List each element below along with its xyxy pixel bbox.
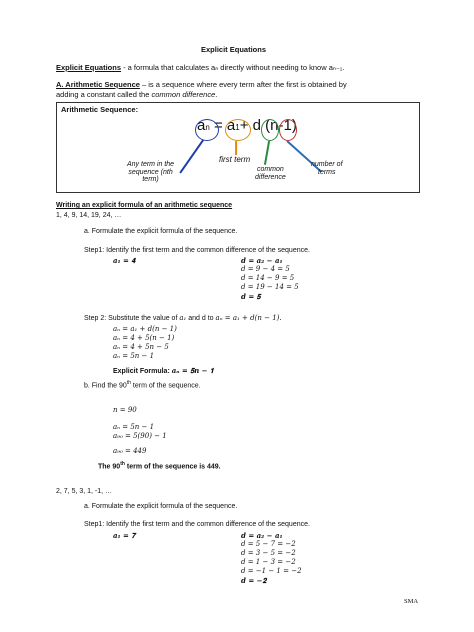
ex1-subst-1: 𝑎ₙ = 4 + 5(𝑛 − 1) xyxy=(113,334,175,342)
section-a-text2: adding a constant called the xyxy=(56,90,152,99)
common-difference-term: common difference xyxy=(151,90,216,99)
definition-term: Explicit Equations xyxy=(56,63,122,72)
ex2-step1: Step1: Identify the first term and the common difference of the sequence. xyxy=(84,521,310,528)
nth-term-label xyxy=(127,161,174,184)
number-of-terms-label xyxy=(311,161,343,176)
nth-label-line3: term) xyxy=(142,176,159,183)
ex2-d-line-2: 𝑑 = 3 − 5 = −2 xyxy=(241,549,296,557)
task-b-sup: th xyxy=(126,380,131,386)
nth-arrow xyxy=(179,139,204,173)
ex1-d-line-1: 𝑑 = 9 − 4 = 5 xyxy=(241,265,290,273)
diff-label-line1: common xyxy=(256,166,284,173)
writing-heading: Writing an explicit formula of an arithmetic sequence xyxy=(56,202,233,209)
formula-a1-subscript: 1 xyxy=(235,123,240,132)
formula-an: a xyxy=(197,117,206,134)
explicit-formula xyxy=(113,366,214,376)
sequence-2: 2, 7, 5, 3, 1, -1, … xyxy=(56,488,113,495)
ex1-step2 xyxy=(84,314,282,322)
step2-text-c: and d to xyxy=(186,315,216,322)
first-term-highlight xyxy=(225,119,251,141)
section-a-text1: – is a sequence where every term after the first is obtained by xyxy=(139,80,347,89)
formula-equals: = xyxy=(213,117,223,134)
formula-a1: a xyxy=(226,117,236,134)
difference-arrow xyxy=(264,141,270,165)
ex1-subst-0: 𝑎ₙ = 𝑎₁ + 𝑑(𝑛 − 1) xyxy=(113,325,177,333)
ex1-n-line: 𝑛 = 90 xyxy=(113,406,137,414)
ex2-d-line-3: 𝑑 = 1 − 3 = −2 xyxy=(241,558,296,566)
answer-post: term of the sequence is 449. xyxy=(124,463,221,471)
first-term-arrow xyxy=(235,141,237,155)
ex1-calc-1: 𝑎₉₀ = 5(90) − 1 xyxy=(113,432,167,440)
explicit-formula-value: 𝒂ₙ = 𝟓𝒏 − 𝟏 xyxy=(171,366,214,375)
formula-d: d xyxy=(252,117,261,134)
formula-n-minus-1: (n-1) xyxy=(265,117,297,134)
ex2-d-line-0: 𝒅 = 𝒂₂ − 𝒂₁ xyxy=(241,531,283,540)
ex2-d-line-1: 𝑑 = 5 − 7 = −2 xyxy=(241,540,296,548)
step2-text-a: Step 2: Substitute the value of xyxy=(84,315,180,322)
task-b-post: term of the sequence. xyxy=(130,382,201,390)
ex1-d-line-3: 𝑑 = 19 − 14 = 5 xyxy=(241,283,299,291)
num-label-line1: number of xyxy=(311,161,343,168)
diagram-heading: Arithmetic Sequence: xyxy=(61,105,139,114)
answer-pre: The 90 xyxy=(98,463,121,471)
ex1-calc-0: 𝑎ₙ = 5𝑛 − 1 xyxy=(113,423,155,431)
n-highlight xyxy=(279,119,297,141)
formula-plus: + xyxy=(239,117,249,134)
first-term-label: first term xyxy=(219,155,251,164)
section-a-period: . xyxy=(215,90,218,99)
footer-initials: SMA xyxy=(404,598,419,605)
nth-label-line2: sequence (nth xyxy=(128,168,173,176)
explicit-formula-label: Explicit Formula: xyxy=(113,368,172,375)
ex1-subst-2: 𝑎ₙ = 4 + 5𝑛 − 5 xyxy=(113,343,169,351)
page-title: Explicit Equations xyxy=(201,45,267,54)
task-b-pre: b. Find the 90 xyxy=(84,382,127,390)
ex1-task-a: a. Formulate the explicit formula of the sequence. xyxy=(84,228,238,235)
ex1-answer xyxy=(98,461,221,470)
diff-label-line2: difference xyxy=(255,173,286,181)
ex1-d-line-0: 𝒅 = 𝒂₂ − 𝒂₁ xyxy=(241,256,283,265)
section-a-line1 xyxy=(56,80,347,89)
difference-highlight xyxy=(261,119,279,141)
ex1-a1: 𝒂₁ = 𝟒 xyxy=(113,256,136,265)
definition xyxy=(56,63,344,72)
nth-term-highlight xyxy=(195,119,219,141)
step2-formula: 𝑎ₙ = 𝑎₁ + 𝑑(𝑛 − 1). xyxy=(215,314,282,322)
ex2-a1: 𝒂₁ = 𝟕 xyxy=(113,531,136,540)
section-a-label: A. Arithmetic Sequence xyxy=(56,80,140,89)
ex1-task-b xyxy=(84,380,201,389)
ex1-step1: Step1: Identify the first term and the common difference of the sequence. xyxy=(84,247,310,254)
ex1-calc-2: 𝑎₉₀ = 449 xyxy=(113,447,147,455)
ex2-d-line-4: 𝑑 = −1 − 1 = −2 xyxy=(241,567,302,575)
ex1-subst-3: 𝑎ₙ = 5𝑛 − 1 xyxy=(113,352,155,360)
definition-text: - a formula that calculates aₙ directly without needing to know aₙ₋₁. xyxy=(121,63,345,72)
ex2-d-line-5: 𝒅 = −𝟐 xyxy=(241,576,267,585)
common-difference-label xyxy=(255,166,286,181)
section-a-line2 xyxy=(56,90,217,99)
ex2-task-a: a. Formulate the explicit formula of the sequence. xyxy=(84,503,238,510)
arithmetic-sequence-diagram xyxy=(56,102,420,193)
answer-sup: th xyxy=(120,461,125,467)
sequence-1: 1, 4, 9, 14, 19, 24, … xyxy=(56,212,122,219)
nth-label-line1: Any term in the xyxy=(127,161,175,168)
step2-a1: 𝑎₁ xyxy=(179,314,187,322)
num-label-line2: terms xyxy=(318,168,336,176)
ex1-d-line-4: 𝒅 = 𝟓 xyxy=(241,292,261,301)
ex1-d-line-2: 𝑑 = 14 − 9 = 5 xyxy=(241,274,295,282)
formula-an-subscript: n xyxy=(205,123,210,132)
